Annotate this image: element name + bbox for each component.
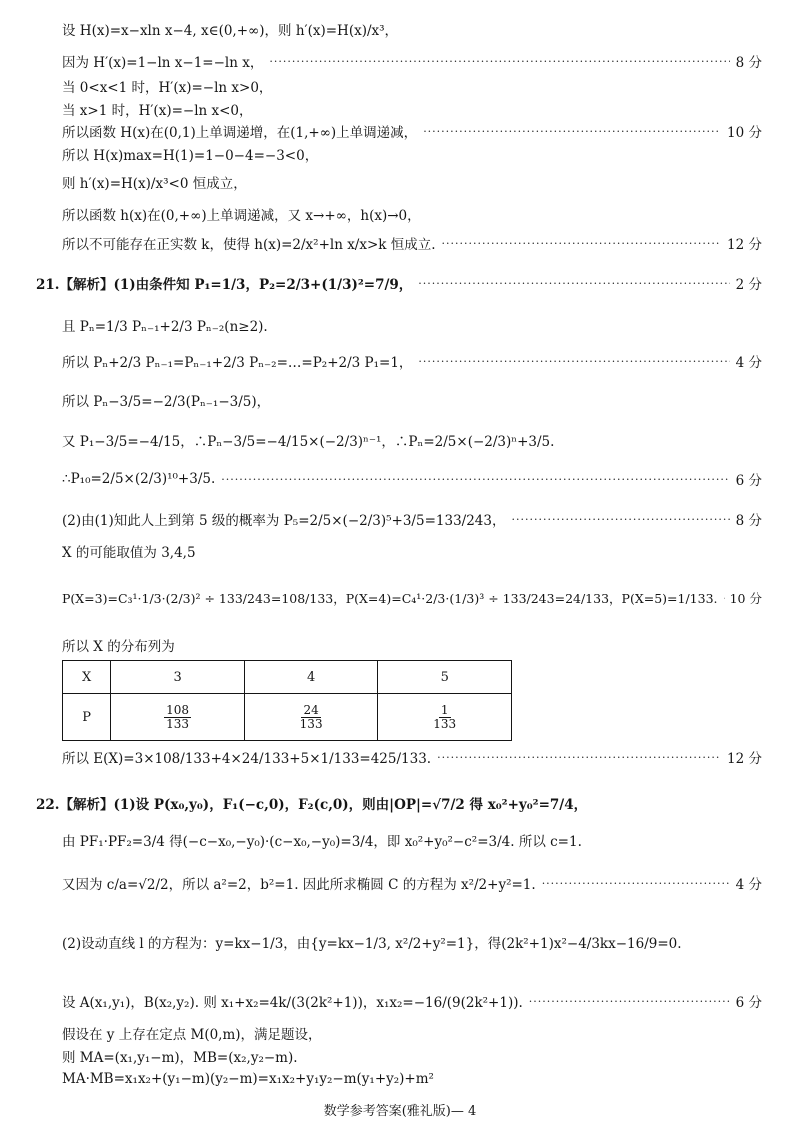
text-line: 所以 X 的分布列为 xyxy=(62,639,175,655)
problem-21-heading: 21.【解析】(1)由条件知 P₁=1/3，P₂=2/3+(1/3)²=7/9， ····· 2 分 xyxy=(36,268,762,298)
text-line: 则 MA=(x₁,y₁−m)，MB=(x₂,y₂−m). xyxy=(62,1050,298,1066)
text-line: X 的可能取值为 3,4,5 xyxy=(62,545,196,561)
text-line: 又因为 c/a=√2/2，所以 a²=2，b²=1. 因此所求椭圆 C 的方程为 x²/2+y²=1. ····· 4 分 xyxy=(62,868,762,898)
dotted-leader xyxy=(418,355,729,368)
table-row xyxy=(63,661,512,694)
text-line: 所以函数 h(x)在(0,+∞)上单调递减，又 x→+∞，h(x)→0， xyxy=(62,208,421,224)
text-line: 因为 H′(x)=1−ln x−1=−ln x， ····· 8 分 xyxy=(62,50,762,72)
text-line: 所以 E(X)=3×108/133+4×24/133+5×1/133=425/133. ····· 12 分 xyxy=(62,742,762,772)
text-line: 当 0<x<1 时，H′(x)=−ln x>0， xyxy=(62,80,273,96)
dotted-leader xyxy=(511,513,729,526)
probability-formulas: P(X=3)=C₃¹·1/3·(2/3)² ÷ 133/243=108/133，P(X=4)=C₄¹·2/3·(1/3)³ ÷ 133/243=24/133，P(X=5)=1/133. ····· 10 分 xyxy=(62,578,762,618)
distribution-table xyxy=(62,660,512,741)
text-line: 设 A(x₁,y₁)，B(x₂,y₂). 则 x₁+x₂=4k/(3(2k²+1))，x₁x₂=−16/(9(2k²+1)). ····· 6 分 xyxy=(62,986,762,1016)
dotted-leader xyxy=(529,995,730,1008)
text-line: (2)由(1)知此人上到第 5 级的概率为 P₅=2/5×(−2/3)⁵+3/5=133/243， ····· 8 分 xyxy=(62,504,762,534)
text-line: 所以 Pₙ−3/5=−2/3(Pₙ₋₁−3/5)， xyxy=(62,394,271,410)
table-cell: $\frac{1}{133}$ xyxy=(378,694,512,741)
table-cell: $\frac{24}{133}$ xyxy=(244,694,378,741)
text-line: (2)设动直线 l 的方程为：y=kx−1/3，由{y=kx−1/3, x²/2+y²=1}，得(2k²+1)x²−4/3kx−16/9=0. xyxy=(62,936,682,952)
score-mark: 8 分 xyxy=(735,55,762,71)
text-line: 又 P₁−3/5=−4/15，∴Pₙ−3/5=−4/15×(−2/3)ⁿ⁻¹，∴Pₙ=2/5×(−2/3)ⁿ+3/5. xyxy=(62,434,555,450)
dotted-leader xyxy=(221,473,729,486)
text-line: 所以 Pₙ+2/3 Pₙ₋₁=Pₙ₋₁+2/3 Pₙ₋₂=…=P₂+2/3 P₁=1， ····· 4 分 xyxy=(62,346,762,376)
text-line: 则 h′(x)=H(x)/x³<0 恒成立， xyxy=(62,176,247,192)
text-line: 由 PF₁·PF₂=3/4 得(−c−x₀,−y₀)·(c−x₀,−y₀)=3/4，即 x₀²+y₀²−c²=3/4. 所以 c=1. xyxy=(62,834,582,850)
problem-22-heading: 22.【解析】(1)设 P(x₀,y₀)，F₁(−c,0)，F₂(c,0)，则由|OP|=√7/2 得 x₀²+y₀²=7/4， xyxy=(36,797,588,813)
text-line: ∴P₁₀=2/5×(2/3)¹⁰+3/5. ····· 6 分 xyxy=(62,464,762,494)
text-line: 所以不可能存在正实数 k，使得 h(x)=2/x²+ln x/x>k 恒成立. ····· 12 分 xyxy=(62,228,762,258)
score-mark: 8 分 xyxy=(735,513,762,529)
score-mark: 6 分 xyxy=(735,473,762,489)
text-line: 且 Pₙ=1/3 Pₙ₋₁+2/3 Pₙ₋₂(n≥2). xyxy=(62,319,268,335)
table-row xyxy=(63,694,512,741)
score-mark: 12 分 xyxy=(727,237,762,253)
score-mark: 2 分 xyxy=(735,277,762,293)
text-line: 设 H(x)=x−xln x−4, x∈(0,+∞)，则 h′(x)=H(x)/x³， xyxy=(62,23,399,39)
text-line: 所以 H(x)max=H(1)=1−0−4=−3<0， xyxy=(62,148,319,164)
dotted-leader xyxy=(542,877,730,890)
table-header-cell: 5 xyxy=(378,661,512,694)
score-mark: 4 分 xyxy=(735,355,762,371)
table-cell: $\frac{108}{133}$ xyxy=(111,694,245,741)
dotted-leader xyxy=(418,277,729,290)
text-line: 所以函数 H(x)在(0,1)上单调递增，在(1,+∞)上单调递减， ····· 10 分 xyxy=(62,120,762,142)
page-footer: 数学参考答案(雅礼版)— 4 xyxy=(323,1104,477,1119)
score-mark: 4 分 xyxy=(735,877,762,893)
text-line: 当 x>1 时，H′(x)=−ln x<0， xyxy=(62,103,253,119)
table-header-cell: X xyxy=(63,661,111,694)
text-line: MA·MB=x₁x₂+(y₁−m)(y₂−m)=x₁x₂+y₁y₂−m(y₁+y₂)+m² xyxy=(62,1071,434,1087)
dotted-leader xyxy=(269,55,729,68)
text-line: 假设在 y 上存在定点 M(0,m)，满足题设， xyxy=(62,1027,322,1043)
dotted-leader xyxy=(437,751,721,764)
table-header-cell: 4 xyxy=(244,661,378,694)
score-mark: 10 分 xyxy=(727,125,762,141)
score-mark: 12 分 xyxy=(727,751,762,767)
table-header-cell: 3 xyxy=(111,661,245,694)
table-row-label: P xyxy=(63,694,111,741)
score-mark: 6 分 xyxy=(735,995,762,1011)
dotted-leader xyxy=(442,237,721,250)
dotted-leader xyxy=(423,125,721,138)
score-mark: 10 分 xyxy=(729,591,762,606)
